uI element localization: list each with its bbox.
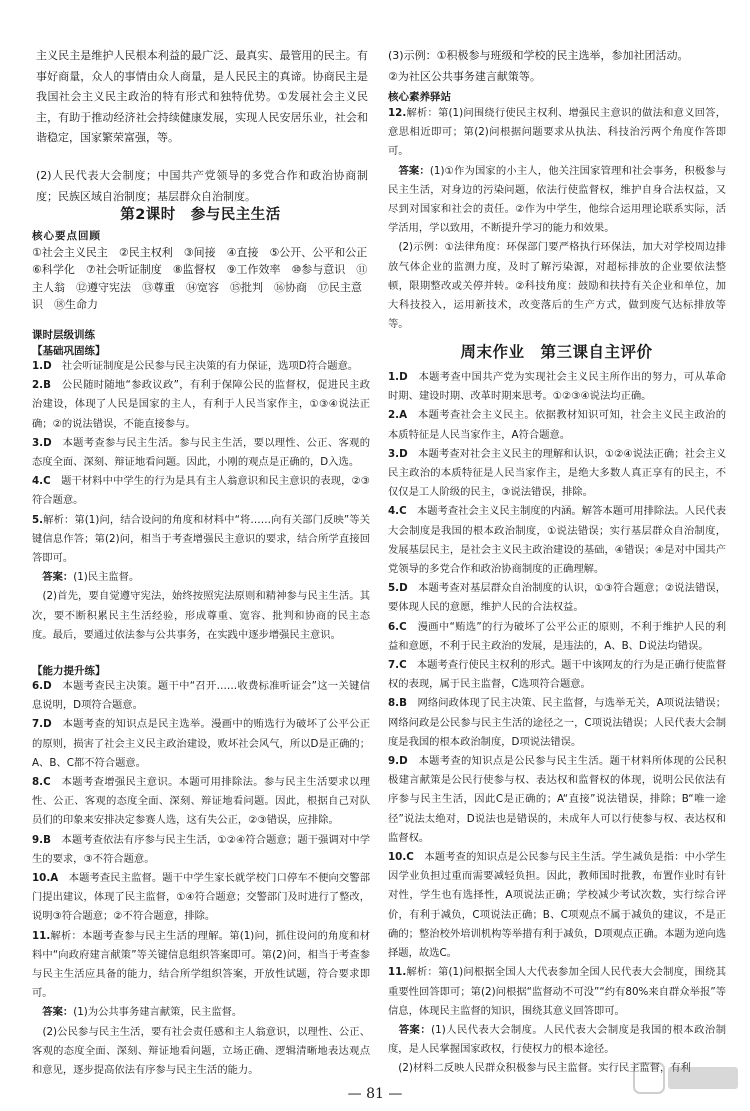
answer-item: 9.D 本题考查的知识点是公民参与民主生活。题干材料所体现的公民积极建言献策是公民行使参与权、表达权和监督权的体现，说明公民依法有序参与民主生活，因此C是正确的；A“直接”说法错误，排除；B“唯一途径”说法太绝对，D说法也是错误的，未成年人可以行使参与权、表达权和监督权。 <box>388 755 727 844</box>
intro-text: 主义民主是维护人民根本利益的最广泛、最真实、最管用的民主。有事好商量，众人的事情由众人商量，是人民民主的真谛。协商民主是我国社会主义民主政治的特有形式和独特优势。①发展社会主义民主，有助于推动经济社会持续健康发展，实现人民安居乐业，社会和谐稳定，国家繁荣富强，等。 <box>36 49 368 144</box>
answer-item: 4.C 本题考查社会主义民主制度的内涵。解答本题可用排除法。人民代表大会制度是我国的根本政治制度，①说法错误；实行基层群众自治制度，发展基层民主，是社会主义民主政治建设的基础，④错误；④是对中国共产党领导的多党合作和政治协商制度的正确理解。 <box>388 505 727 576</box>
answer-item: 8.C 本题考查增强民主意识。本题可用排除法。参与民主生活要求以理性、公正、客观的态度全面、深刻、辩证地看问题。因此，根据自己对队员们的印象来安排决定参赛人选，这有失公正，②③错误，应排除。 <box>32 776 371 827</box>
answer-item: 6.C 漫画中“贿选”的行为破坏了公平公正的原则，不利于维护人民的利益和意愿，不利于民主政治的发展，是违法的，A、B、D说法均错误。 <box>388 620 727 652</box>
answer-item: 答案：(1)民主监督。 <box>42 571 140 584</box>
watermark-logo <box>632 1059 742 1103</box>
answer-item: 3.D 本题考查对社会主义民主的理解和认识，①②④说法正确；社会主义民主政治的本质特征是人民当家作主，是绝大多数人真正享有的民主，不仅仅是工人阶级的民主，③说法错误，排除。 <box>388 447 726 499</box>
answer-item: 2.A 本题考查社会主义民主。依据教材知识可知，社会主义民主政治的本质特征是人民当家作主，A符合题意。 <box>388 409 727 441</box>
answer-item: 11.解析：第(1)问根据全国人大代表参加全国人民代表大会制度，围绕其重要性回答即可；第(2)问根据“监督动不可没”“约有80%来自群众举报”等信息，体现民主监督的知识，围绕其意义回答即可。 <box>388 966 726 1017</box>
core-points-list: ①社会主义民主 ②民主权利 ③间接 ④直接 ⑤公开、公平和公正 ⑥科学化 ⑦社会听证制度 ⑧监督权 ⑨工作效率 ⑩参与意识 ⑪主人翁 ⑫遵守宪法 ⑬尊重 ⑭宽容 ⑮批判 ⑯协商 ⑰民主意识 ⑱生命力 <box>32 246 379 312</box>
core-literacy-label: 核心素养驿站 <box>388 91 451 103</box>
page-number: — 81 — <box>347 1086 403 1102</box>
intro-text-2: (2)人民代表大会制度；中国共产党领导的多党合作和政治协商制度；民族区域自治制度；基层群众自治制度。 <box>36 169 368 203</box>
answer-item: 8.B 网络问政体现了民主决策、民主监督，与选举无关，A项说法错误；网络问政是公民参与民主生活的途径之一，C项说法错误；人民代表大会制度是我国的根本政治制度，D项说法错误。 <box>388 697 726 748</box>
answer-item: 4.C 题干材料中中学生的行为是具有主人翁意识和民主意识的表现，②③符合题意。 <box>32 475 371 507</box>
answer-item: 答案：(1)为公共事务建言献策，民主监督。 <box>42 1006 243 1019</box>
answer-item: (2)材料二反映人民群众积极参与民主监督。实行民主监督，有利 <box>398 1062 691 1075</box>
answer-item: 1.D 本题考查中国共产党为实现社会主义民主所作出的努力，可从革命时期、建设时期、改革时期来思考。①②③④说法均正确。 <box>388 371 727 403</box>
basic-section-label: 【基础巩固练】 <box>32 345 106 357</box>
answer-item: 答案：(1)人民代表大会制度。人民代表大会制度是我国的根本政治制度，是人民掌握国家政权，行使权力的根本途径。 <box>388 1023 726 1056</box>
answer-item: 12.解析：第(1)问围绕行使民主权利、增强民主意识的做法和意义回答，意思相近即可；第(2)问根据问题要求从执法、科技治污两个角度作答即可。 <box>388 107 726 158</box>
right-top-lines <box>388 46 726 87</box>
answer-item: 10.C 本题考查的知识点是公民参与民主生活。学生减负是指：中小学生因学业负担过重而需要减轻负担。因此，教师国时批教，布置作业时有针对性，学生也有选择性，A项说法正确；学校减少考试次数，实行综合评价，有利于减负，C项说法正确；B、C项观点不属于减负的建议，不是正确的；整治校外培训机构等举措有利于减负，D项观点正确。本题为逆向选择题，故选C。 <box>388 851 726 960</box>
lesson-title: 第2课时 参与民主生活 <box>120 207 281 223</box>
right-top-line: (3)示例：①积极参与班级和学校的民主选举，参加社团活动。 <box>388 49 689 62</box>
answer-item: 6.D 本题考查民主决策。题干中“召开……收费标准听证会”这一关键信息说明，D项符合题意。 <box>32 680 370 712</box>
weekly-title: 周末作业 第三课自主评价 <box>460 343 653 361</box>
basic-answers <box>32 357 370 645</box>
ability-section-label: 【能力提升练】 <box>32 665 106 677</box>
answer-item: 1.D 社会听证制度是公民参与民主决策的有力保证，选项D符合题意。 <box>32 360 359 372</box>
answer-item: 9.B 本题考查依法有序参与民主生活，①②④符合题意；题干强调对中学生的要求，③不符合题意。 <box>32 833 370 865</box>
answer-item: 2.B 公民随时随地“参政议政”，有利于保障公民的监督权，促进民主政治建设，体现了人民是国家的主人，有利于人民当家作主，①③④说法正确；②的说法错误，不能直接参与。 <box>32 379 371 430</box>
answer-item: 7.C 本题考查行使民主权利的形式。题干中该网友的行为是正确行使监督权的表现，属于民主监督，C选项符合题意。 <box>388 659 727 691</box>
answer-item: (2)公民参与民主生活，要有社会责任感和主人翁意识，以理性、公正、客观的态度全面、深刻、辩证地看问题，立场正确、逻辑清晰地表达观点和意见，逐步提高依法有序参与民主生活的能力。 <box>32 1025 370 1077</box>
question-12 <box>388 104 726 334</box>
ability-answers <box>32 677 370 1080</box>
answer-item: 3.D 本题考查参与民主生活。参与民主生活，要以理性、公正、客观的态度全面、深刻、辩证地看问题。因此，小刚的观点是正确的，D入选。 <box>32 436 371 469</box>
answer-item: 11.解析：本题考查参与民主生活的理解。第(1)问，抓住设问的角度和材料中“向政府建言献策”等关键信息组织答案即可。第(2)问，相当于考查参与民主生活应具备的能力，结合所学组织答案，开放性试题，符合要求即可。 <box>32 929 370 1000</box>
answer-item: 5.解析：第(1)问，结合设问的角度和材料中“将……向有关部门反映”等关键信息作答；第(2)问，相当于考查增强民主意识的要求，结合所学直接回答即可。 <box>32 513 370 565</box>
right-top-line: ②为社区公共事务建言献策等。 <box>388 69 541 83</box>
training-label: 课时层级训练 <box>32 329 95 341</box>
intro-paragraph <box>36 46 368 149</box>
answer-item: (2)首先，要自觉遵守宪法，始终按照宪法原则和精神参与民主生活。其次，要不断积累民主生活经验，形成尊重、宽容、批判和协商的民主态度。最后，要通过依法参与公共事务，在实践中逐步增强民主意识。 <box>32 590 370 641</box>
weekly-answers <box>388 368 726 1079</box>
answer-item: 5.D 本题考查对基层群众自治制度的认识，①③符合题意；②说法错误，要体现人民的意愿，维护人民的合法权益。 <box>388 582 726 614</box>
answer-item: 7.D 本题考查的知识点是民主选举。漫画中的贿选行为破坏了公平公正的原则，损害了社会主义民主政治建设，败坏社会风气，所以D是正确的；A、B、C都不符合题意。 <box>32 718 371 769</box>
answer-item: 答案：(1)①作为国家的小主人，他关注国家管理和社会事务，积极参与民主生活，对身边的污染问题，依法行使监督权，维护自身合法权益，又尽到对国家和社会的责任。②作为中学生，他综合运用理论联系实际，活学活用，学以致用，不断提升学习的能力和效果。 <box>388 164 726 235</box>
answer-item: 10.A 本题考查民主监督。题干中学生家长就学校门口停车不便向交警部门提出建议，体现了民主监督，①④符合题意；交警部门及时进行了整改，说明③符合题意；②不符合题意，排除。 <box>32 872 371 923</box>
answer-item: (2)示例：①法律角度：环保部门要严格执行环保法，加大对学校周边排放气体企业的监测力度，及时了解污染源，对超标排放的企业要依法整顿，限期整改或关停并转。②科技角度：鼓励和扶持有关企业和单位，加大科技投入，运用新技术，改变落后的生产方式，做到废气达标排放等等。 <box>388 241 726 331</box>
intro-paragraph-2 <box>36 166 368 207</box>
core-points-label: 核心要点回顾 <box>32 230 101 242</box>
